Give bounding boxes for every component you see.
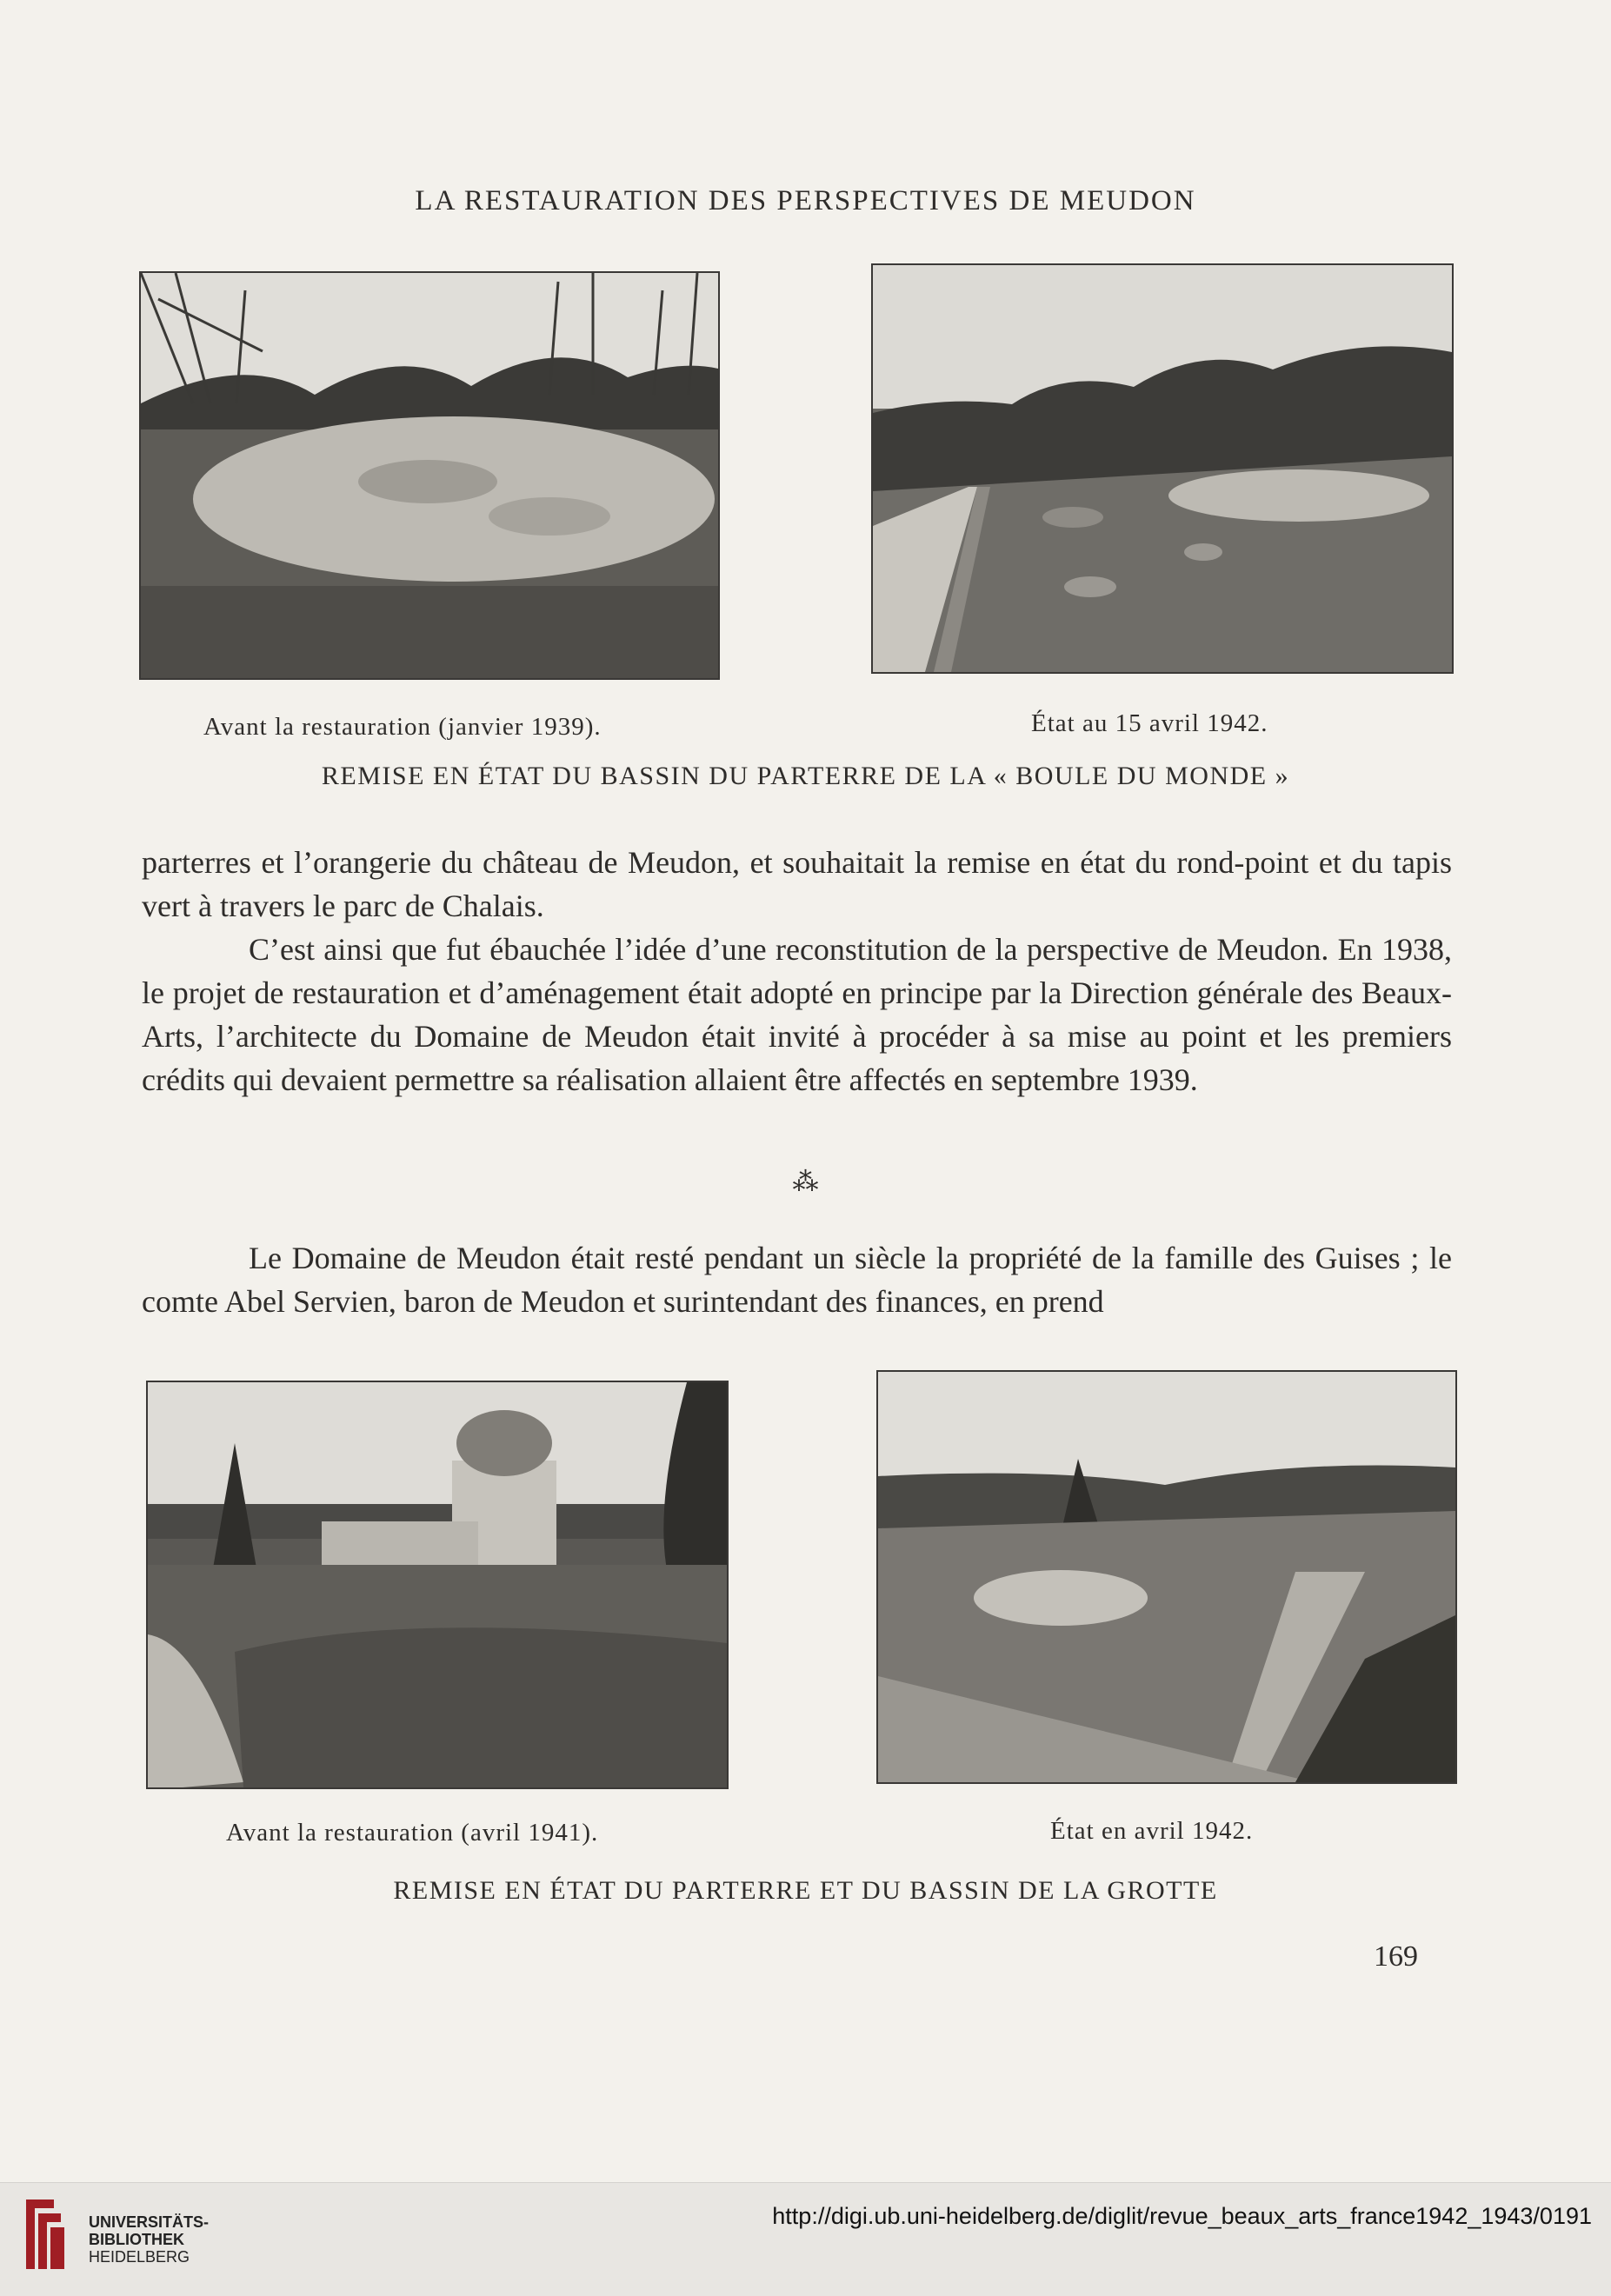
caption-photo-basin-before: Avant la restauration (janvier 1939). xyxy=(203,713,602,741)
photo-basin-after-1942 xyxy=(871,263,1454,674)
permalink-url[interactable]: http://digi.ub.uni-heidelberg.de/diglit/revue_beaux_arts_france1942_1943/0191 xyxy=(772,2203,1592,2229)
photo-grotto-before-1941 xyxy=(146,1381,729,1789)
photo-grotto-after-1942 xyxy=(876,1370,1457,1784)
paragraph-2: C’est ainsi que fut ébauchée l’idée d’une reconstitution de la perspective de Meudon. En 1938, le projet de restauration et d’aménagement était adopté en principe par la Direction générale des Beaux-Arts, l’architecte du Domaine de Meudon était invité à procéder à sa mise au point et les premiers crédits qui devaient permettre sa réalisation allaient être affectés en septembre 1939. xyxy=(142,932,1452,1097)
library-logo-icon xyxy=(19,2191,68,2278)
photo-basin-before-1939 xyxy=(139,271,720,680)
footer-bar xyxy=(0,2182,1611,2296)
caption-photo-grotto-before: Avant la restauration (avril 1941). xyxy=(226,1819,599,1847)
paragraph-3: Le Domaine de Meudon était resté pendant un siècle la propriété de la famille des Guises ; le comte Abel Servien, baron de Meudon et surintendant des finances, en prend xyxy=(142,1241,1452,1319)
running-title: LA RESTAURATION DES PERSPECTIVES DE MEUDON xyxy=(415,185,1196,216)
page-number: 169 xyxy=(1374,1940,1418,1973)
paragraph-1: parterres et l’orangerie du château de Meudon, et souhaitait la remise en état du rond-point et du tapis vert à travers le parc de Chalais. xyxy=(142,845,1452,923)
caption-photo-basin-after: État au 15 avril 1942. xyxy=(1031,709,1268,737)
section-separator-asterism: ⁂ xyxy=(792,1168,819,1196)
section-heading-boule-du-monde: REMISE EN ÉTAT DU BASSIN DU PARTERRE DE LA « BOULE DU MONDE » xyxy=(321,762,1290,790)
body-text xyxy=(142,841,1452,1101)
library-line-3: HEIDELBERG xyxy=(89,2248,190,2266)
library-line-1: UNIVERSITÄTS- xyxy=(89,2213,210,2231)
caption-photo-grotto-after: État en avril 1942. xyxy=(1050,1817,1254,1845)
library-name xyxy=(89,2213,209,2266)
body-text-2 xyxy=(142,1236,1452,1323)
section-heading-grotte: REMISE EN ÉTAT DU PARTERRE ET DU BASSIN DE LA GROTTE xyxy=(393,1876,1218,1905)
library-line-2: BIBLIOTHEK xyxy=(89,2231,184,2248)
